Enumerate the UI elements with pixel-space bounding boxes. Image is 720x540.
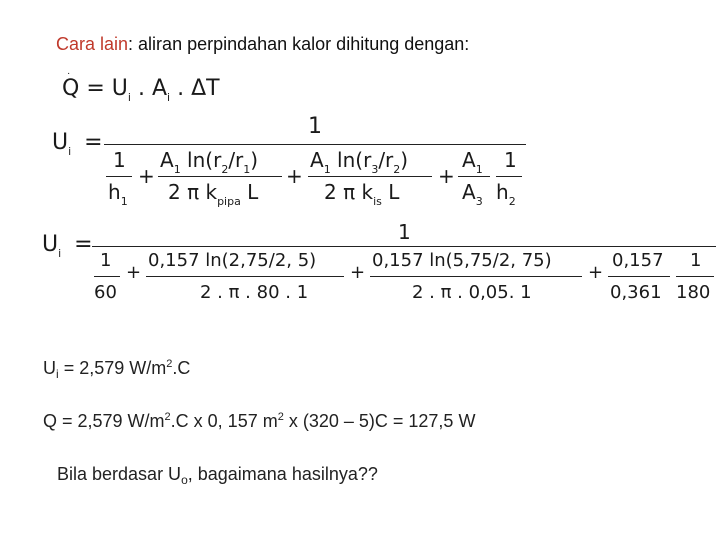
equals-sign: = (86, 76, 105, 101)
question-part-a: Bila berdasar U (57, 464, 182, 484)
f2-term2-bar (146, 276, 344, 277)
question-part-b: , bagaimana hasilnya?? (187, 464, 378, 484)
l-symbol: L (381, 180, 400, 204)
lhs-sub: i (68, 145, 72, 158)
heat-flow-equation (62, 76, 220, 104)
f1-term5-denominator (496, 180, 516, 208)
m-exponent: 2 (164, 411, 171, 423)
f2-term4-bar (608, 276, 670, 277)
r-text: /r (378, 148, 394, 172)
unit-tail: .C (172, 358, 191, 378)
a-sub: 3 (475, 195, 483, 208)
f1-term4-denominator (462, 180, 483, 208)
intro-rest: : aliran perpindahan kalor dihitung dengan: (128, 34, 470, 54)
r-text: /r (228, 148, 244, 172)
r-sub: 2 (221, 163, 229, 176)
f2-term2-denominator: 2 . π . 80 . 1 (200, 282, 309, 303)
equals-sign: = (74, 232, 93, 257)
formula2-lhs (42, 232, 93, 260)
f1-term2-bar (158, 176, 282, 177)
a-symbol: A (151, 76, 167, 101)
dot-operator: . (137, 76, 145, 101)
delta-t-symbol: ΔT (191, 76, 220, 101)
f1-term1-denominator (108, 180, 128, 208)
m-exponent: 2 (277, 411, 284, 423)
f2-term3-denominator: 2 . π . 0,05. 1 (412, 282, 532, 303)
f1-term3-numerator (310, 148, 409, 176)
intro-text (56, 34, 469, 55)
h-symbol: h (108, 180, 121, 204)
plus-sign: + (286, 164, 303, 188)
a-sub: 1 (475, 163, 483, 176)
paren: ) (400, 148, 409, 172)
q-part-b: .C x 0, 157 m (170, 411, 278, 431)
r-sub: 1 (243, 163, 251, 176)
plus-sign: + (138, 164, 155, 188)
q-part-c: x (320 – 5)C = 127,5 W (283, 411, 476, 431)
formula2-numerator: 1 (398, 220, 411, 244)
f2-term5-denominator: 180 (676, 282, 711, 303)
f1-term2-denominator (168, 180, 259, 208)
q-part-a: Q = 2,579 W/m (43, 411, 165, 431)
lhs-u: U (42, 232, 59, 257)
f1-term5-bar (496, 176, 522, 177)
formula1-numerator: 1 (308, 114, 322, 139)
equals-sign: = (84, 130, 103, 155)
f1-term1-bar (106, 176, 132, 177)
plus-sign: + (350, 262, 366, 283)
r-sub: 2 (393, 163, 401, 176)
ln-text: ln(r (180, 148, 222, 172)
paren: ) (250, 148, 259, 172)
a-symbol: A (160, 148, 174, 172)
dot-operator: . (177, 76, 185, 101)
m-exponent: 2 (166, 358, 173, 370)
question-line (57, 464, 378, 485)
a-subscript: i (167, 91, 171, 104)
a-symbol: A (462, 180, 476, 204)
a-symbol: A (462, 148, 476, 172)
f2-term3-bar (370, 276, 582, 277)
q-symbol: Q (62, 76, 80, 101)
f2-term1-numerator: 1 (100, 250, 112, 271)
q-dot-mark: · (67, 68, 71, 79)
two-pi-k: 2 π k (324, 180, 374, 204)
a-sub: 1 (173, 163, 181, 176)
u-subscript: i (127, 91, 131, 104)
a-symbol: A (310, 148, 324, 172)
f1-term3-denominator (324, 180, 400, 208)
f2-term3-numerator: 0,157 ln(5,75/2, 75) (372, 250, 552, 271)
f2-term2-numerator: 0,157 ln(2,75/2, 5) (148, 250, 317, 271)
f2-term5-bar (676, 276, 714, 277)
f2-term1-bar (94, 276, 120, 277)
l-symbol: L (240, 180, 259, 204)
f1-term3-bar (308, 176, 432, 177)
formula1-main-fraction-bar (104, 144, 526, 145)
h-sub: 1 (120, 195, 128, 208)
f2-term4-denominator: 0,361 (610, 282, 662, 303)
u-sub: i (56, 367, 59, 381)
r-sub: 3 (371, 163, 379, 176)
f2-term1-denominator: 60 (94, 282, 117, 303)
k-sub: pipa (217, 195, 241, 208)
q-result-line (43, 411, 475, 432)
uo-sub: o (181, 473, 188, 487)
lhs-u: U (52, 130, 69, 155)
plus-sign: + (438, 164, 455, 188)
two-pi-k: 2 π k (168, 180, 218, 204)
k-sub: is (373, 195, 382, 208)
h-symbol: h (496, 180, 509, 204)
u-symbol: U (111, 76, 128, 101)
f1-term2-numerator (160, 148, 259, 176)
lhs-sub: i (58, 247, 62, 260)
f2-term4-numerator: 0,157 (612, 250, 664, 271)
intro-lead: Cara lain (56, 34, 129, 54)
plus-sign: + (588, 262, 604, 283)
f1-term4-numerator (462, 148, 483, 176)
f1-term4-bar (458, 176, 490, 177)
formula1-lhs (52, 130, 103, 158)
a-sub: 1 (323, 163, 331, 176)
ln-text: ln(r (330, 148, 372, 172)
u-symbol: U (43, 358, 56, 378)
f1-term1-numerator: 1 (113, 148, 126, 172)
formula2-main-fraction-bar (92, 246, 716, 247)
f2-term5-numerator: 1 (690, 250, 702, 271)
ui-value: = 2,579 W/m (63, 358, 167, 378)
plus-sign: + (126, 262, 142, 283)
ui-result-line (43, 358, 190, 379)
f1-term5-numerator: 1 (504, 148, 517, 172)
h-sub: 2 (508, 195, 516, 208)
